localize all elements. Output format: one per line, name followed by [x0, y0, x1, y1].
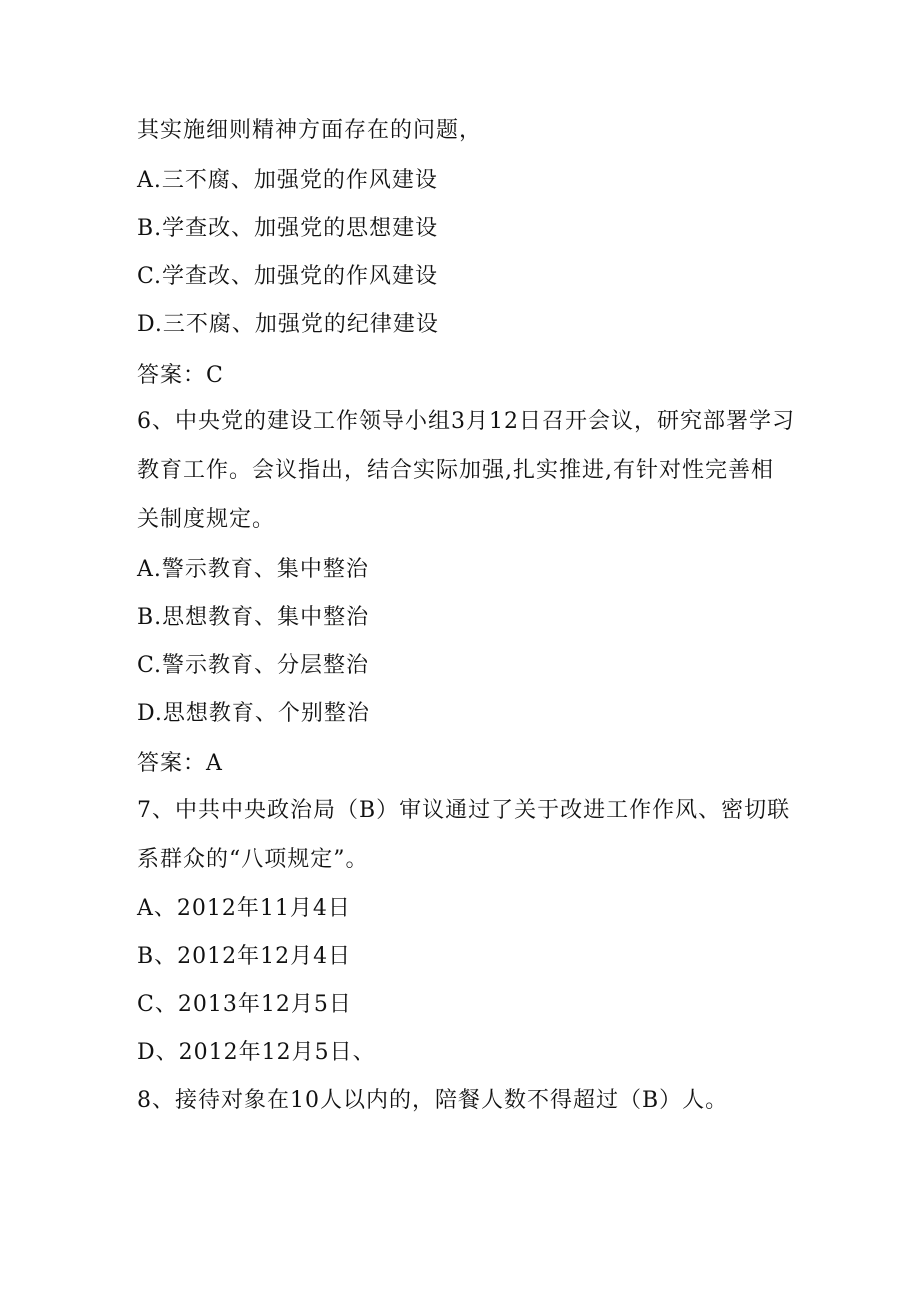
question-6-line-2: 教育工作。会议指出，结合实际加强,扎实推进,有针对性完善相 [137, 458, 774, 483]
option-a: A.三不腐、加强党的作风建设 [137, 168, 438, 193]
question-6-line-1: 6、中央党的建设工作领导小组3月12日召开会议，研究部署学习 [137, 409, 795, 434]
option-c: C、2013年12月5日 [137, 992, 352, 1017]
question-8-line-1: 8、接待对象在10人以内的，陪餐人数不得超过（B）人。 [137, 1088, 729, 1113]
option-b: B.思想教育、集中整治 [137, 605, 370, 630]
option-b: B.学查改、加强党的思想建设 [137, 216, 439, 241]
answer-line: 答案：C [137, 363, 224, 388]
question-7-line-1: 7、中共中央政治局（B）审议通过了关于改进工作作风、密切联 [137, 798, 791, 823]
question-6-line-3: 关制度规定。 [137, 507, 276, 532]
option-a: A.警示教育、集中整治 [137, 557, 369, 582]
option-b: B、2012年12月4日 [137, 944, 352, 969]
option-d: D.三不腐、加强党的纪律建设 [137, 312, 439, 337]
option-c: C.学查改、加强党的作风建设 [137, 264, 439, 289]
option-d: D、2012年12月5日、 [137, 1040, 376, 1065]
option-a: A、2012年11月4日 [137, 896, 351, 921]
answer-line: 答案：A [137, 751, 223, 776]
question-7-line-2: 系群众的“八项规定”。 [137, 847, 369, 872]
text-line: 其实施细则精神方面存在的问题， [137, 118, 483, 143]
option-c: C.警示教育、分层整治 [137, 653, 370, 678]
option-d: D.思想教育、个别整治 [137, 701, 370, 726]
